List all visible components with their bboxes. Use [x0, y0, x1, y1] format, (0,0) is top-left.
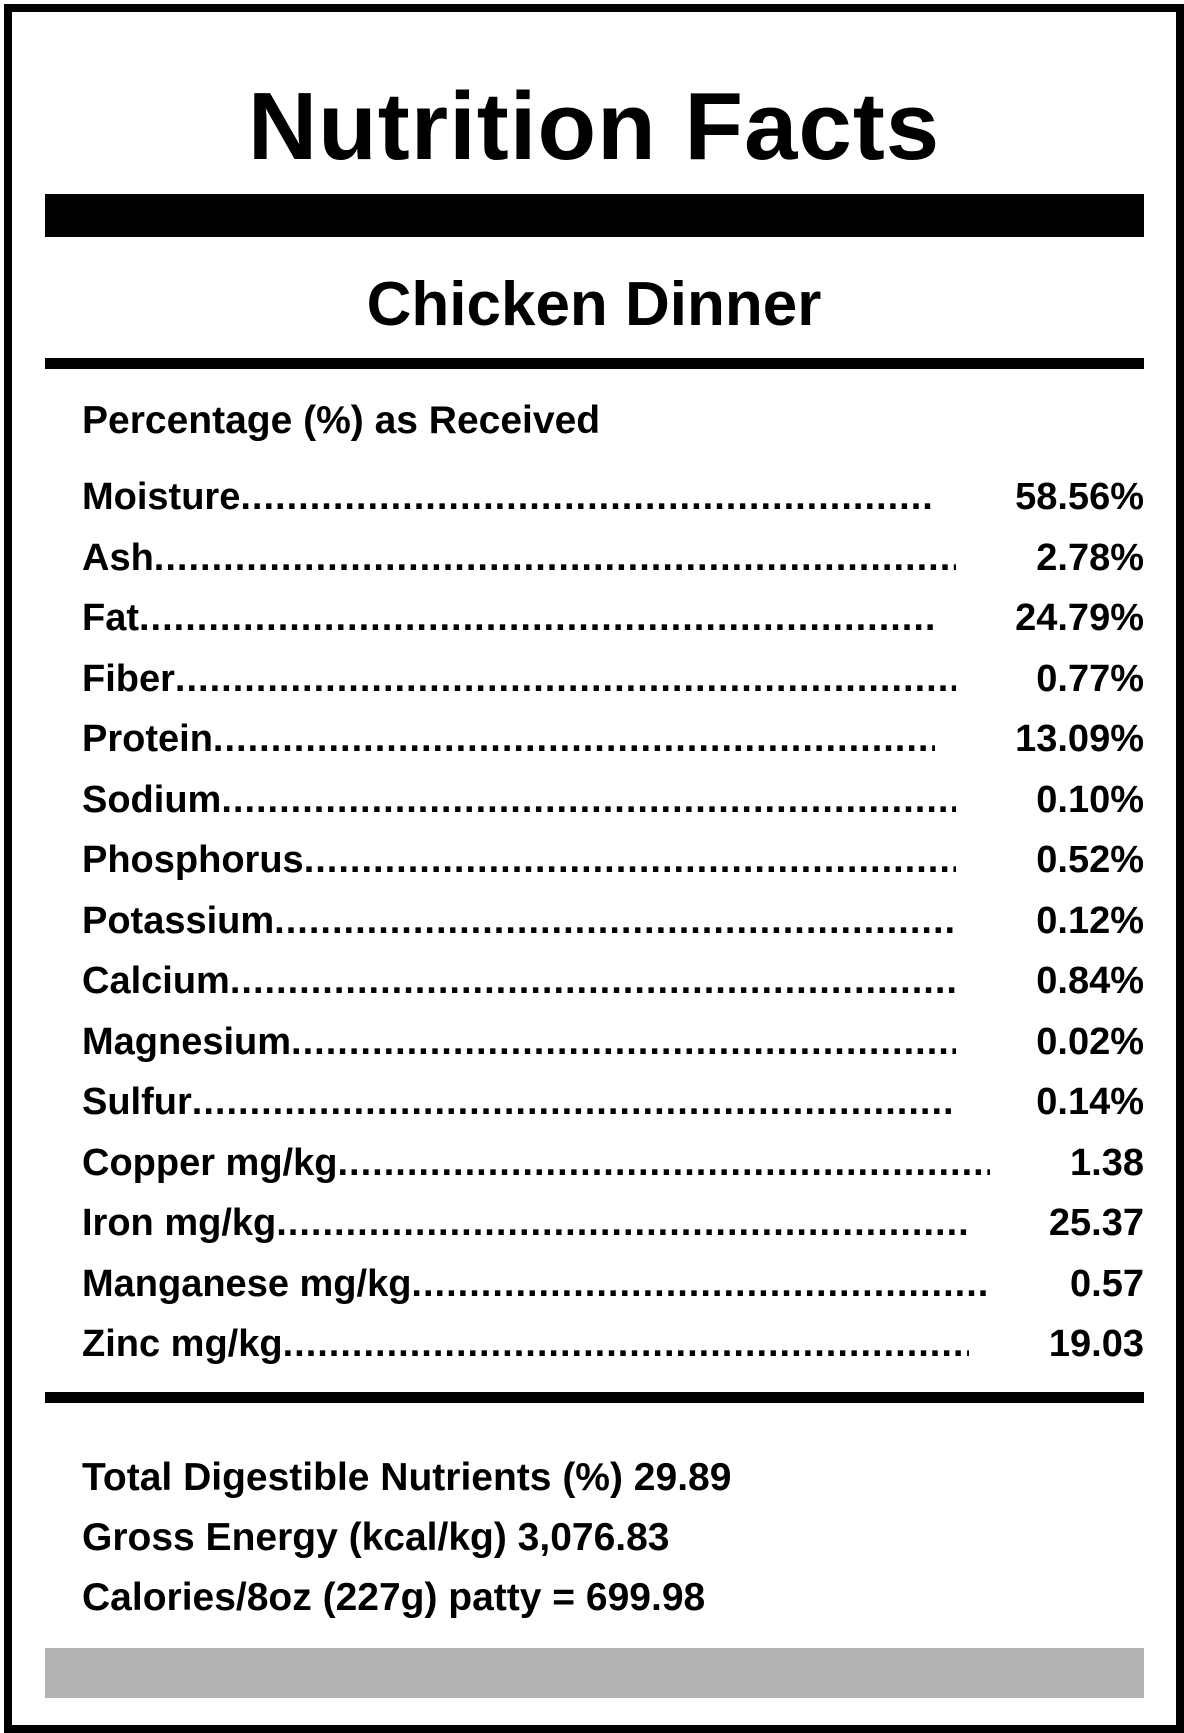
nutrient-value: 58.56%: [1015, 476, 1144, 518]
nutrient-value: 0.02%: [1036, 1020, 1144, 1063]
nutrient-row-calcium: [82, 951, 1144, 1012]
dot-leader: [230, 951, 956, 1011]
nutrient-name: Sodium: [82, 778, 222, 821]
dot-leader: [274, 891, 956, 951]
nutrient-row-iron: [82, 1193, 1144, 1254]
dot-leader: [283, 1314, 969, 1374]
divider-rule-top: [45, 358, 1144, 369]
nutrient-name: Moisture: [82, 476, 241, 518]
nutrient-name: Magnesium: [82, 1020, 292, 1063]
section-label: Percentage (%) as Received: [82, 399, 601, 442]
nutrient-value: 0.52%: [1036, 839, 1144, 881]
dot-leader: [276, 1193, 969, 1253]
dot-leader: [175, 649, 956, 709]
label-title: Nutrition Facts: [247, 73, 941, 180]
nutrient-row-fiber: [82, 649, 1144, 710]
divider-rule-bottom: [45, 1392, 1144, 1403]
dot-leader: [304, 830, 957, 890]
nutrient-name: Protein: [82, 718, 213, 760]
footer-bar: [45, 1648, 1144, 1698]
summary-block: [82, 1448, 731, 1628]
nutrient-name: Sulfur: [82, 1081, 192, 1123]
dot-leader: [240, 467, 935, 527]
nutrition-label: [4, 4, 1184, 1733]
nutrient-value: 1.38: [1070, 1141, 1144, 1184]
nutrient-name: Iron mg/kg: [82, 1202, 277, 1244]
nutrient-row-sulfur: [82, 1072, 1144, 1133]
nutrient-name: Copper mg/kg: [82, 1141, 338, 1184]
nutrient-row-magnesium: [82, 1012, 1144, 1073]
nutrient-name: Ash: [82, 536, 154, 579]
nutrient-row-moisture: [82, 467, 1144, 528]
nutrient-list: [82, 467, 1144, 1375]
nutrient-value: 0.12%: [1036, 899, 1144, 942]
nutrient-value: 24.79%: [1015, 597, 1144, 639]
nutrient-name: Phosphorus: [82, 839, 304, 881]
nutrient-value: 0.77%: [1036, 657, 1144, 700]
nutrient-row-ash: [82, 528, 1144, 589]
nutrient-name: Fiber: [82, 657, 175, 700]
nutrient-name: Fat: [82, 597, 139, 639]
nutrient-row-manganese: [82, 1254, 1144, 1315]
thick-divider-bar: [45, 194, 1144, 237]
nutrient-value: 0.14%: [1036, 1081, 1144, 1123]
nutrient-row-protein: [82, 709, 1144, 770]
nutrient-row-phosphorus: [82, 830, 1144, 891]
nutrient-name: Potassium: [82, 899, 275, 942]
dot-leader: [411, 1254, 990, 1314]
nutrient-name: Zinc mg/kg: [82, 1323, 283, 1365]
nutrient-row-fat: [82, 588, 1144, 649]
product-name: Chicken Dinner: [366, 270, 822, 339]
nutrient-row-potassium: [82, 891, 1144, 952]
nutrient-value: 0.84%: [1036, 960, 1144, 1002]
nutrient-value: 0.10%: [1036, 778, 1144, 821]
dot-leader: [192, 1072, 956, 1132]
dot-leader: [291, 1012, 956, 1072]
dot-leader: [213, 709, 935, 769]
nutrient-value: 13.09%: [1015, 718, 1144, 760]
nutrient-name: Calcium: [82, 960, 230, 1002]
dot-leader: [337, 1133, 990, 1193]
calories-per-patty: Calories/8oz (227g) patty = 699.98: [82, 1576, 706, 1619]
nutrient-value: 19.03: [1048, 1323, 1144, 1365]
nutrient-value: 0.57: [1070, 1262, 1144, 1305]
nutrient-row-sodium: [82, 770, 1144, 831]
gross-energy: Gross Energy (kcal/kg) 3,076.83: [82, 1516, 670, 1559]
total-digestible-nutrients: Total Digestible Nutrients (%) 29.89: [82, 1456, 732, 1499]
dot-leader: [221, 770, 956, 830]
nutrient-value: 2.78%: [1036, 536, 1144, 579]
nutrient-name: Manganese mg/kg: [82, 1262, 412, 1305]
nutrient-row-zinc: [82, 1314, 1144, 1375]
nutrient-row-copper: [82, 1133, 1144, 1194]
dot-leader: [154, 528, 956, 588]
dot-leader: [139, 588, 935, 648]
nutrient-value: 25.37: [1048, 1202, 1144, 1244]
